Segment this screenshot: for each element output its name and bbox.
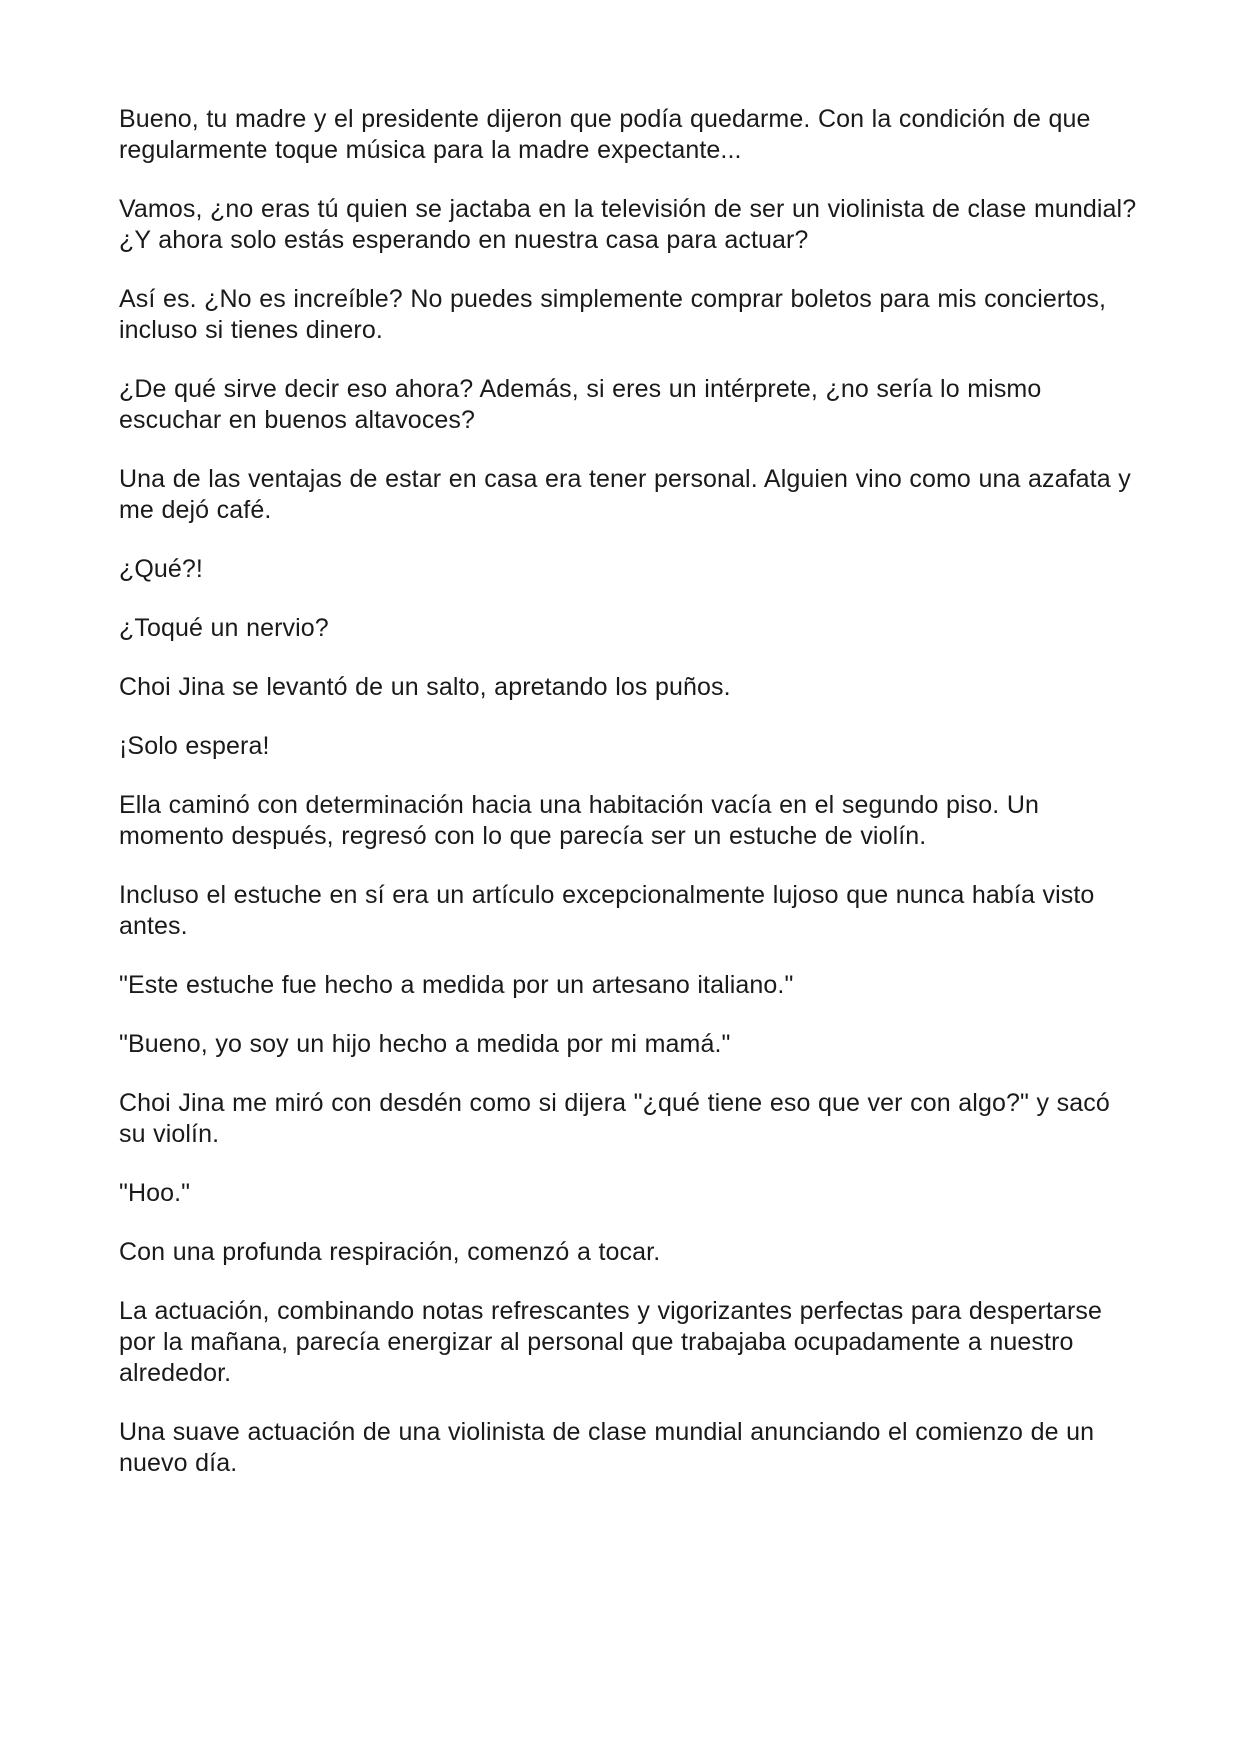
paragraph: Con una profunda respiración, comenzó a tocar. <box>119 1238 661 1266</box>
paragraph: ¿Toqué un nervio? <box>119 614 329 642</box>
paragraph: Así es. ¿No es increíble? No puedes simplemente comprar boletos para mis conciertos, incluso si tienes dinero. <box>119 285 1107 344</box>
paragraph: "Bueno, yo soy un hijo hecho a medida por mi mamá." <box>119 1030 731 1058</box>
paragraph: Bueno, tu madre y el presidente dijeron que podía quedarme. Con la condición de que regularmente toque música para la madre expectante... <box>119 105 1091 164</box>
paragraph: ¿Qué?! <box>119 555 203 583</box>
paragraph: Incluso el estuche en sí era un artículo excepcionalmente lujoso que nunca había visto antes. <box>119 881 1095 940</box>
paragraph: La actuación, combinando notas refrescantes y vigorizantes perfectas para despertarse por la mañana, parecía energizar al personal que trabajaba ocupadamente a nuestro alrededor. <box>119 1297 1102 1387</box>
document-body <box>119 104 1139 1507</box>
paragraph: ¡Solo espera! <box>119 732 270 760</box>
paragraph: Vamos, ¿no eras tú quien se jactaba en la televisión de ser un violinista de clase mundial? ¿Y ahora solo estás esperando en nuestra casa para actuar? <box>119 195 1137 254</box>
paragraph: Choi Jina se levantó de un salto, apretando los puños. <box>119 673 731 701</box>
paragraph: Una de las ventajas de estar en casa era tener personal. Alguien vino como una azafata y me dejó café. <box>119 465 1131 524</box>
paragraph: Choi Jina me miró con desdén como si dijera "¿qué tiene eso que ver con algo?" y sacó su violín. <box>119 1089 1110 1148</box>
paragraph: Ella caminó con determinación hacia una habitación vacía en el segundo piso. Un momento después, regresó con lo que parecía ser un estuche de violín. <box>119 791 1040 850</box>
paragraph: Una suave actuación de una violinista de clase mundial anunciando el comienzo de un nuevo día. <box>119 1418 1095 1477</box>
paragraph: "Hoo." <box>119 1179 191 1207</box>
paragraph: "Este estuche fue hecho a medida por un artesano italiano." <box>119 971 794 999</box>
paragraph: ¿De qué sirve decir eso ahora? Además, si eres un intérprete, ¿no sería lo mismo escuchar en buenos altavoces? <box>119 375 1042 434</box>
